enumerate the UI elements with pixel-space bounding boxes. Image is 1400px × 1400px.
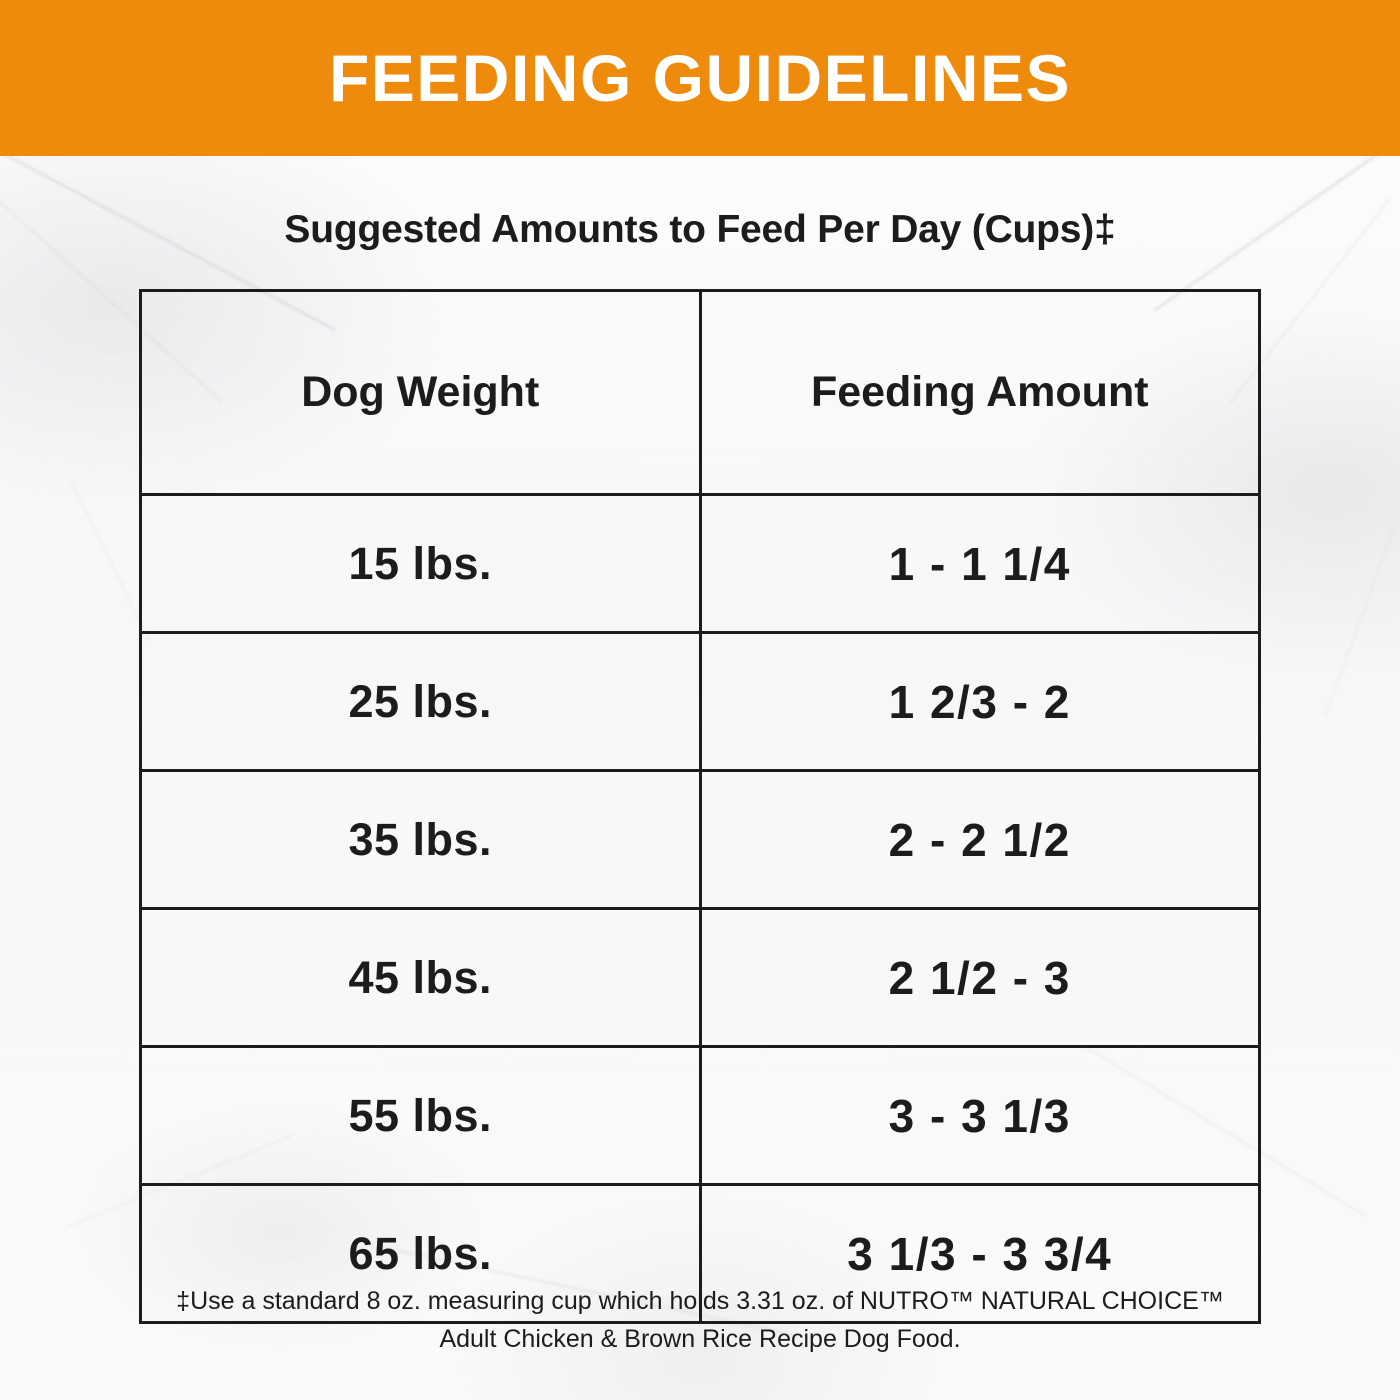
table-header-row — [141, 291, 1260, 495]
cell-dog-weight: 65 lbs. — [141, 1185, 701, 1323]
column-header-feeding-amount: Feeding Amount — [700, 291, 1260, 495]
table-subtitle: Suggested Amounts to Feed Per Day (Cups)‡ — [284, 208, 1116, 251]
page-title: FEEDING GUIDELINES — [328, 41, 1072, 115]
marble-vein — [1325, 527, 1395, 716]
table-row — [141, 633, 1260, 771]
table-row — [141, 495, 1260, 633]
footnote-line-1: ‡Use a standard 8 oz. measuring cup which holds 3.31 oz. of NUTRO™ NATURAL CHOICE™ — [176, 1287, 1224, 1315]
cell-dog-weight: 35 lbs. — [141, 771, 701, 909]
cell-dog-weight: 55 lbs. — [141, 1047, 701, 1185]
footnote — [70, 1283, 1330, 1358]
cell-feeding-amount: 1 2/3 - 2 — [700, 633, 1260, 771]
header-banner — [0, 0, 1400, 156]
cell-feeding-amount: 1 - 1 1/4 — [700, 495, 1260, 633]
table-row — [141, 771, 1260, 909]
column-header-dog-weight: Dog Weight — [141, 291, 701, 495]
table-row — [141, 909, 1260, 1047]
feeding-table-container — [139, 289, 1261, 1324]
footnote-line-2: Adult Chicken & Brown Rice Recipe Dog Food. — [439, 1324, 961, 1353]
cell-dog-weight: 15 lbs. — [141, 495, 701, 633]
cell-dog-weight: 45 lbs. — [141, 909, 701, 1047]
feeding-table — [139, 289, 1261, 1324]
cell-feeding-amount: 2 1/2 - 3 — [700, 909, 1260, 1047]
table-row — [141, 1047, 1260, 1185]
cell-dog-weight: 25 lbs. — [141, 633, 701, 771]
cell-feeding-amount: 2 - 2 1/2 — [700, 771, 1260, 909]
cell-feeding-amount: 3 - 3 1/3 — [700, 1047, 1260, 1185]
cell-feeding-amount: 3 1/3 - 3 3/4 — [700, 1185, 1260, 1323]
